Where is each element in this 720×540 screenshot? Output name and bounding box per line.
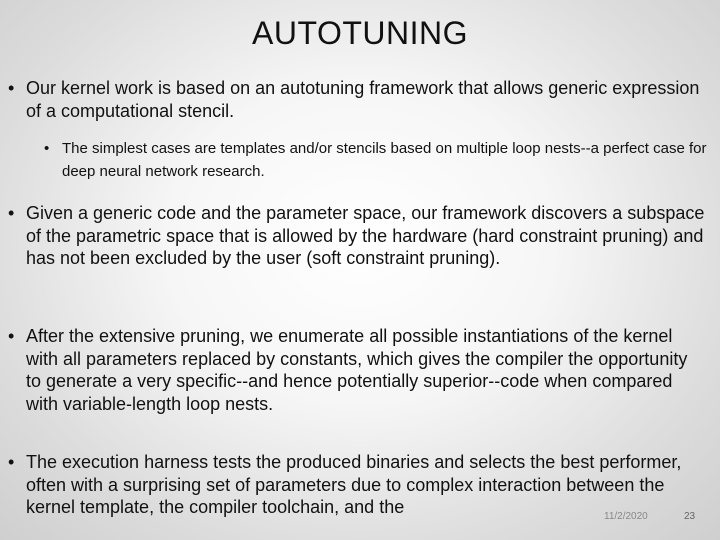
slide-title: AUTOTUNING	[252, 15, 468, 51]
bullet-item	[8, 451, 706, 519]
bullet-item	[8, 325, 706, 415]
bullet-marker: •	[8, 203, 15, 223]
sub-bullet-text: The simplest cases are templates and/or stencils based on multiple loop nests--a perfect case for deep neural network research.	[62, 140, 707, 180]
slide-date: 11/2/2020	[604, 511, 648, 522]
bullet-marker: •	[8, 326, 15, 346]
page-number: 23	[684, 511, 696, 522]
sub-bullet-item	[44, 138, 708, 183]
bullet-marker: •	[8, 78, 15, 98]
bullet-marker: •	[8, 452, 15, 472]
bullet-text: After the extensive pruning, we enumerate all possible instantiations of the kernel with all parameters replaced by constants, which gives the compiler the opportunity to generate a very specific--and hence potentially superior--code when compared with variable-length loop nests.	[26, 326, 688, 414]
sub-bullet-marker: •	[44, 140, 50, 157]
bullet-text: Given a generic code and the parameter space, our framework discovers a subspace of the parametric space that is allowed by the hardware (hard constraint pruning) and has not been excluded by the user (soft constraint pruning).	[26, 203, 705, 269]
bullet-item	[8, 202, 706, 270]
bullet-text: Our kernel work is based on an autotuning framework that allows generic expression of a computational stencil.	[26, 78, 700, 121]
bullet-item	[8, 77, 706, 122]
bullet-text: The execution harness tests the produced binaries and selects the best performer, often with a surprising set of parameters due to complex interaction between the kernel template, the compiler toolchain, and the	[26, 452, 682, 518]
